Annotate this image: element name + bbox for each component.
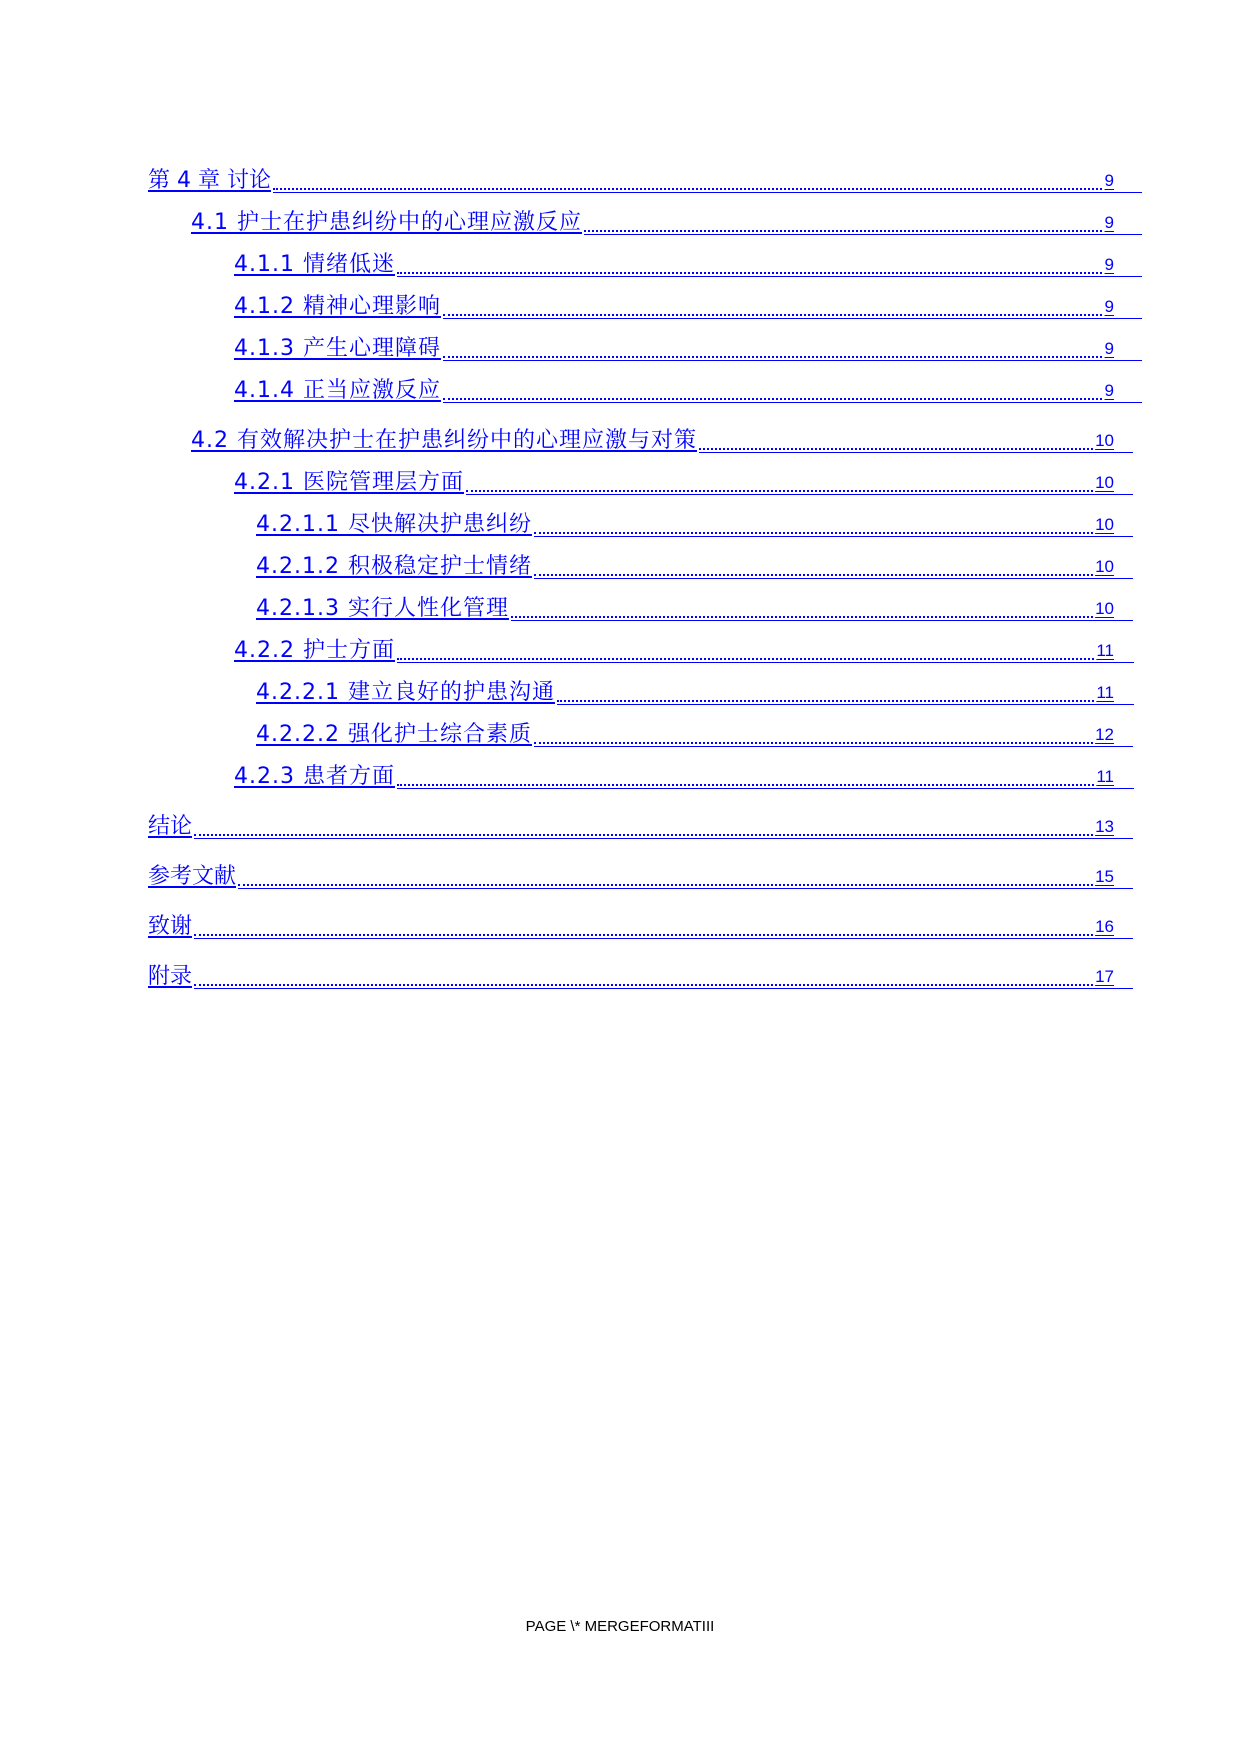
toc-entry-4-2-1-1[interactable] — [148, 498, 1114, 540]
dot-leader — [238, 884, 1093, 886]
toc-entry-4-1-4[interactable] — [148, 364, 1114, 406]
dot-leader — [534, 574, 1093, 576]
toc-entry-title: 4.1.1 情绪低迷 — [234, 252, 395, 277]
toc-entry-page-number: 10 — [1095, 473, 1114, 492]
toc-entry-page-number: 12 — [1095, 725, 1114, 744]
page-footer-field-code: PAGE \* MERGEFORMATIII — [525, 1618, 715, 1635]
dot-leader — [557, 700, 1094, 702]
toc-entry-4-1-1[interactable] — [148, 238, 1114, 280]
toc-entry-page-number: 11 — [1096, 683, 1114, 702]
toc-entry-page-number: 16 — [1095, 917, 1114, 936]
toc-entry-4-2-1[interactable] — [148, 456, 1114, 498]
dot-leader — [443, 398, 1102, 400]
toc-entry-4-2-3[interactable] — [148, 750, 1114, 792]
dot-leader — [194, 834, 1093, 836]
spacer — [148, 406, 1114, 414]
dot-leader — [534, 532, 1093, 534]
toc-entry-title: 4.2.2.1 建立良好的护患沟通 — [256, 680, 555, 705]
toc-entry-page-number: 10 — [1095, 557, 1114, 576]
toc-entry-page-number: 10 — [1095, 515, 1114, 534]
toc-entry-4-1-3[interactable] — [148, 322, 1114, 364]
dot-leader — [397, 784, 1094, 786]
spacer — [148, 942, 1114, 950]
dot-leader — [511, 616, 1093, 618]
toc-entry-title: 附录 — [148, 964, 193, 989]
dot-leader — [466, 490, 1093, 492]
spacer — [148, 892, 1114, 900]
toc-entry-4-2[interactable] — [148, 414, 1114, 456]
dot-leader — [534, 742, 1093, 744]
toc-entry-title: 4.2.1.3 实行人性化管理 — [256, 596, 509, 621]
toc-entry-title: 4.1 护士在护患纠纷中的心理应激反应 — [191, 210, 582, 235]
dot-leader — [194, 934, 1093, 936]
toc-entry-page-number: 17 — [1095, 967, 1114, 986]
toc-entry-page-number: 10 — [1095, 599, 1114, 618]
spacer — [148, 842, 1114, 850]
toc-entry-title: 4.2.2.2 强化护士综合素质 — [256, 722, 532, 747]
dot-leader — [397, 658, 1094, 660]
toc-entry-page-number: 11 — [1096, 641, 1114, 660]
dot-leader — [273, 188, 1102, 190]
toc-entry-page-number: 10 — [1095, 431, 1114, 450]
toc-entry-title: 4.2.1.1 尽快解决护患纠纷 — [256, 512, 532, 537]
toc-entry-page-number: 9 — [1104, 381, 1114, 400]
toc-entry-references[interactable] — [148, 850, 1114, 892]
toc-entry-title: 4.2.2 护士方面 — [234, 638, 395, 663]
toc-entry-chapter-4[interactable] — [148, 154, 1114, 196]
toc-entry-title: 4.2.1 医院管理层方面 — [234, 470, 464, 495]
toc-entry-appendix[interactable] — [148, 950, 1114, 992]
toc-entry-4-2-2-1[interactable] — [148, 666, 1114, 708]
toc-entry-title: 4.2.3 患者方面 — [234, 764, 395, 789]
dot-leader — [584, 230, 1102, 232]
toc-entry-page-number: 9 — [1104, 171, 1114, 190]
toc-entry-title: 4.2 有效解决护士在护患纠纷中的心理应激与对策 — [191, 428, 697, 453]
toc-entry-title: 4.1.3 产生心理障碍 — [234, 336, 441, 361]
toc-entry-page-number: 9 — [1104, 255, 1114, 274]
toc-entry-4-2-1-3[interactable] — [148, 582, 1114, 624]
toc-entry-4-1-2[interactable] — [148, 280, 1114, 322]
toc-entry-page-number: 9 — [1104, 339, 1114, 358]
toc-entry-title: 4.1.2 精神心理影响 — [234, 294, 441, 319]
toc-entry-page-number: 9 — [1104, 297, 1114, 316]
toc-entry-4-1[interactable] — [148, 196, 1114, 238]
toc-entry-title: 结论 — [148, 814, 193, 839]
toc-entry-4-2-1-2[interactable] — [148, 540, 1114, 582]
toc-entry-title: 参考文献 — [148, 864, 237, 889]
dot-leader — [443, 314, 1102, 316]
spacer — [148, 792, 1114, 800]
toc-entry-page-number: 9 — [1104, 213, 1114, 232]
toc-entry-conclusion[interactable] — [148, 800, 1114, 842]
toc-entry-title: 第 4 章 讨论 — [148, 168, 271, 193]
dot-leader — [194, 984, 1093, 986]
dot-leader — [443, 356, 1102, 358]
toc-entry-title: 致谢 — [148, 914, 193, 939]
table-of-contents — [148, 154, 1114, 992]
toc-entry-page-number: 15 — [1095, 867, 1114, 886]
dot-leader — [397, 272, 1102, 274]
toc-entry-page-number: 13 — [1095, 817, 1114, 836]
toc-entry-page-number: 11 — [1096, 767, 1114, 786]
toc-entry-4-2-2-2[interactable] — [148, 708, 1114, 750]
dot-leader — [699, 448, 1093, 450]
toc-entry-acknowledgements[interactable] — [148, 900, 1114, 942]
toc-entry-title: 4.2.1.2 积极稳定护士情绪 — [256, 554, 532, 579]
toc-entry-4-2-2[interactable] — [148, 624, 1114, 666]
toc-entry-title: 4.1.4 正当应激反应 — [234, 378, 441, 403]
